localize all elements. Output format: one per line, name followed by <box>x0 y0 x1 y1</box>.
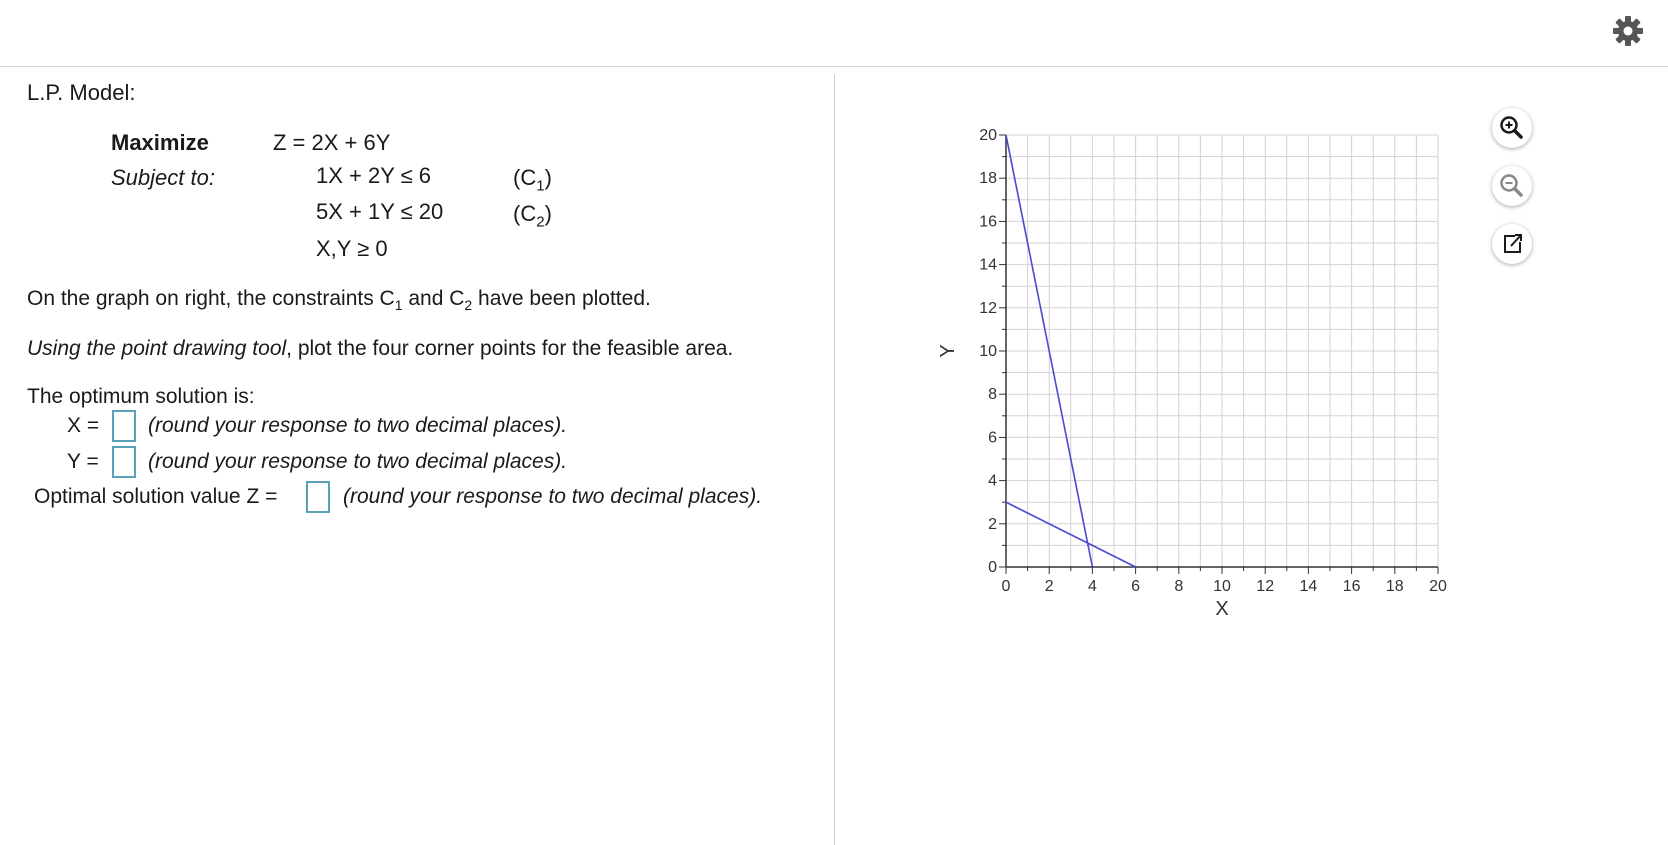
instruction-text: Using the point drawing tool, plot the four corner points for the feasible area. <box>27 337 734 360</box>
popout-button[interactable] <box>1492 224 1532 264</box>
zoom-out-button[interactable] <box>1492 166 1532 206</box>
zoom-out-icon <box>1492 166 1532 206</box>
z-answer-label: Optimal solution value Z = <box>34 485 278 508</box>
y-tick-label: 10 <box>979 343 997 360</box>
x-tick-label: 20 <box>1429 578 1447 595</box>
y-tick-label: 14 <box>979 256 997 274</box>
constraint-c1-tag: $(C_1)$ <box>513 165 552 195</box>
constraint-c2-expr: 5X + 1Y ≤ 20 <box>316 199 444 224</box>
objective-function: Z = 2X + 6Y <box>273 130 391 155</box>
x-tick-label: 0 <box>1001 578 1011 595</box>
x-tick-label: 10 <box>1213 578 1231 595</box>
y-tick-label: 6 <box>988 429 997 447</box>
zoom-in-button[interactable] <box>1492 108 1532 148</box>
x-tick-label: 18 <box>1385 578 1404 595</box>
x-tick-label: 6 <box>1131 578 1141 595</box>
y-answer-hint: (round your response to two decimal places). <box>148 450 568 473</box>
y-tick-label: 4 <box>988 472 997 490</box>
x-answer-input[interactable] <box>112 410 136 442</box>
pane-divider <box>834 74 835 845</box>
question-pane <box>0 66 834 845</box>
x-tick-label: 12 <box>1256 578 1275 595</box>
y-tick-label: 20 <box>979 127 997 144</box>
y-answer-input[interactable] <box>112 446 136 478</box>
x-tick-label: 2 <box>1044 578 1054 595</box>
model-label: L.P. Model: <box>27 80 136 105</box>
y-tick-label: 12 <box>979 299 997 317</box>
y-axis-title: Y <box>937 344 959 358</box>
y-tick-label: 2 <box>988 515 997 533</box>
gear-icon[interactable] <box>1611 14 1645 48</box>
popout-icon <box>1492 224 1532 264</box>
x-answer-hint: (round your response to two decimal places). <box>148 414 568 437</box>
constraint-c2-tag: $(C_2)$ <box>513 201 552 231</box>
nonnegativity-constraint: X,Y ≥ 0 <box>316 236 388 261</box>
x-answer-label: X = <box>67 414 100 437</box>
z-answer-hint: (round your response to two decimal places). <box>343 485 763 508</box>
y-tick-label: 0 <box>988 559 997 576</box>
graph-note: On the graph on right, the constraints $C_1$ and $C_2$ have been plotted. <box>27 287 651 314</box>
y-tick-label: 18 <box>979 170 997 188</box>
optimum-label: The optimum solution is: <box>27 385 255 408</box>
lp-graph[interactable] <box>937 125 1480 655</box>
x-tick-label: 8 <box>1174 578 1184 595</box>
x-axis-title: X <box>1215 598 1229 620</box>
x-tick-label: 14 <box>1299 578 1318 595</box>
zoom-in-icon <box>1492 108 1532 148</box>
constraint-c1-expr: 1X + 2Y ≤ 6 <box>316 163 432 188</box>
x-tick-label: 16 <box>1342 578 1361 595</box>
y-answer-label: Y = <box>67 450 99 473</box>
y-tick-label: 16 <box>979 213 997 231</box>
subject-to-label: Subject to: <box>111 165 215 190</box>
y-tick-label: 8 <box>988 386 997 404</box>
z-answer-input[interactable] <box>306 481 330 513</box>
maximize-keyword: Maximize <box>111 130 209 155</box>
x-tick-label: 4 <box>1087 578 1097 595</box>
top-bar <box>0 0 1668 67</box>
